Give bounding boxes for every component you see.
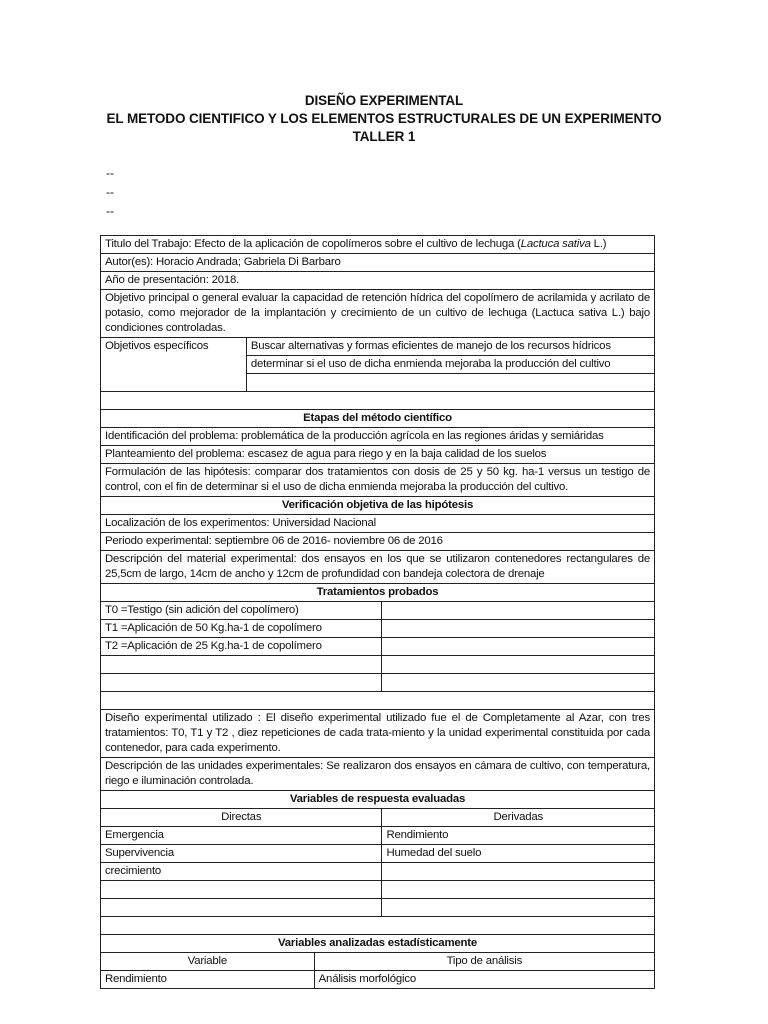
treatment-extra [382,656,655,674]
treatment-item: T1 =Aplicación de 50 Kg.ha-1 de copolímero [101,620,382,638]
species-name: Lactuca sativa [520,238,591,250]
treatment-item [101,674,382,692]
problem-statement: Planteamiento del problema: escasez de agua para riego y en la baja calidad de los suelos [101,446,655,464]
spacer-row [101,917,655,935]
experiment-form-table [100,235,655,989]
spacer-row [101,692,655,710]
experiment-location: Localización de los experimentos: Universidad Nacional [101,515,655,533]
column-variable: Variable [101,953,315,971]
treatment-extra [382,638,655,656]
column-analysis-type: Tipo de análisis [314,953,654,971]
direct-variable [101,899,382,917]
work-title-text: Titulo del Trabajo: Efecto de la aplicación de copolímeros sobre el cultivo de lechuga ( [105,238,521,250]
derived-variable: Rendimiento [382,827,655,845]
specific-objective-3 [246,374,654,392]
treatment-item: T0 =Testigo (sin adición del copolímero) [101,602,382,620]
derived-variable [382,881,655,899]
dash-placeholders [106,164,114,221]
spacer-row [101,392,655,410]
section-estadistica-heading: Variables analizadas estadísticamente [101,935,655,953]
specific-objectives-label: Objetivos específicos [101,338,247,392]
section-tratamientos-heading: Tratamientos probados [101,584,655,602]
presentation-year: Año de presentación: 2018. [101,272,655,290]
header-line-1: DISEÑO EXPERIMENTAL [304,93,464,108]
title-row [101,236,655,254]
direct-variable [101,881,382,899]
header-line-2: EL METODO CIENTIFICO Y LOS ELEMENTOS ESTRUCTURALES DE UN EXPERIMENTO [106,111,662,126]
derived-variable: Humedad del suelo [382,845,655,863]
work-title-suffix: L.) [590,238,607,250]
material-description: Descripción del material experimental: dos ensayos en los que se utilizaron contenedores rectangulares de 25,5cm de largo, 14cm de ancho y 12cm de profundidad con bandeja colectora de drenaje [101,551,655,584]
specific-objective-1: Buscar alternativas y formas eficientes de manejo de los recursos hídricos [246,338,654,356]
hypothesis: Formulación de las hipótesis: comparar dos tratamientos con dosis de 25 y 50 kg. ha-1 versus un testigo de control, con el fin de determinar si el uso de dicha enmienda mejoraba la producción del cultivo. [101,464,655,497]
work-title [101,236,655,254]
section-variables-heading: Variables de respuesta evaluadas [101,791,655,809]
experimental-units: Descripción de las unidades experimentales: Se realizaron dos ensayos en cámara de cultivo, con temperatura, riego e iluminación controlada. [101,758,655,791]
treatment-extra [382,620,655,638]
experimental-design: Diseño experimental utilizado : El diseño experimental utilizado fue el de Completamente al Azar, con tres tratamientos: T0, T1 y T2 , diez repeticiones de cada trata-miento y la unidad experimental constituida por cada contenedor, para cada experimento. [101,710,655,758]
derived-variable [382,863,655,881]
main-objective: Objetivo principal o general evaluar la capacidad de retención hídrica del copolímero de acrilamida y acrilato de potasio, como mejorador de la implantación y crecimiento de un cultivo de lechuga (Lactuca sativa L.) bajo condiciones controladas. [101,290,655,338]
direct-variable: Emergencia [101,827,382,845]
dash-line: -- [106,204,114,218]
specific-objective-2: determinar si el uso de dicha enmienda mejoraba la producción del cultivo [246,356,654,374]
column-derived: Derivadas [382,809,655,827]
stat-variable: Rendimiento [101,971,315,989]
treatment-extra [382,602,655,620]
treatment-item: T2 =Aplicación de 25 Kg.ha-1 de copolímero [101,638,382,656]
dash-line: -- [106,185,114,199]
treatment-item [101,656,382,674]
derived-variable [382,899,655,917]
header-line-3: TALLER 1 [352,129,416,144]
section-verificacion-heading: Verificación objetiva de las hipótesis [101,497,655,515]
section-etapas-heading: Etapas del método científico [101,410,655,428]
document-header [0,92,768,146]
treatment-extra [382,674,655,692]
direct-variable: crecimiento [101,863,382,881]
experiment-period: Periodo experimental: septiembre 06 de 2016- noviembre 06 de 2016 [101,533,655,551]
direct-variable: Supervivencia [101,845,382,863]
dash-line: -- [106,166,114,180]
authors: Autor(es): Horacio Andrada; Gabriela Di Barbaro [101,254,655,272]
column-direct: Directas [101,809,382,827]
problem-identification: Identificación del problema: problemática de la producción agrícola en las regiones áridas y semiáridas [101,428,655,446]
stat-analysis-type: Análisis morfológico [314,971,654,989]
